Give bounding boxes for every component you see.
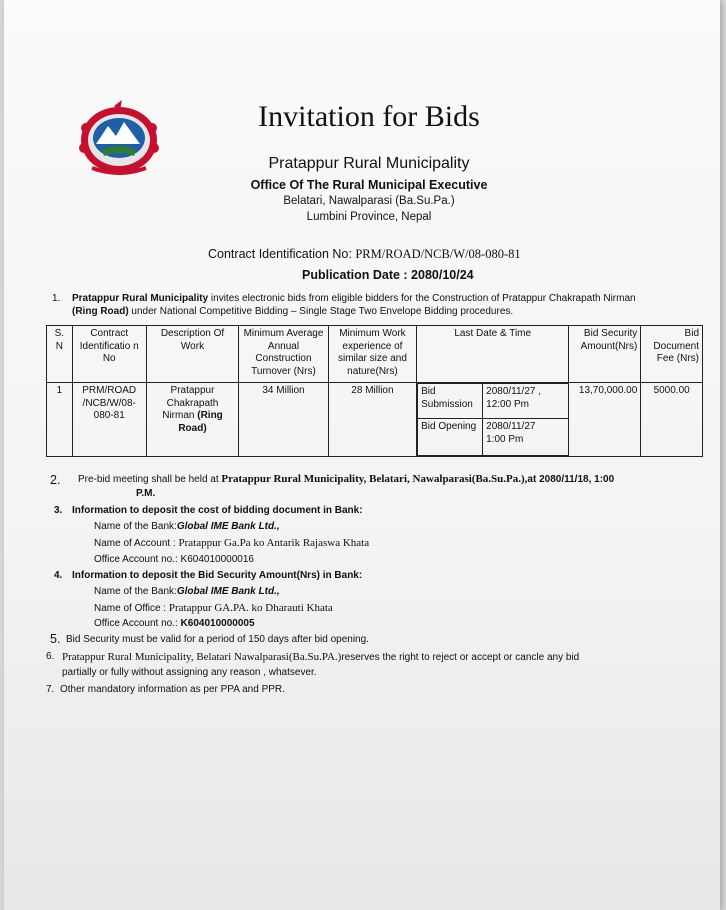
- account-value: K604010000005: [180, 618, 255, 629]
- description-text: Pratappur Chakrapath Nirman: [162, 385, 219, 421]
- submission-label: Bid Submission: [418, 384, 483, 419]
- contract-id: [208, 247, 521, 262]
- label: Office Account no.:: [94, 618, 181, 629]
- header-security: Bid Security Amount(Nrs): [569, 326, 641, 383]
- header-contract: Contract Identificatio n No: [72, 326, 146, 383]
- cell-description: [146, 383, 239, 457]
- header-turnover: Minimum Average Annual Construction Turnover (Nrs): [239, 326, 328, 383]
- header-fee: Bid Document Fee (Nrs): [641, 326, 703, 383]
- contract-label: Contract Identification No:: [208, 247, 352, 261]
- item-text: Information to deposit the Bid Security Amount(Nrs) in Bank:: [72, 570, 363, 581]
- nepal-emblem-icon: [74, 98, 164, 178]
- cell-turnover: 34 Million: [239, 383, 328, 457]
- table-header-row: [47, 326, 703, 383]
- bank-value: Global IME Bank Ltd.,: [176, 521, 280, 532]
- item-text: Other mandatory information as per PPA and PPR.: [60, 684, 285, 695]
- label: Name of the Bank:: [94, 586, 177, 597]
- submission-date: 2080/11/27 ,: [486, 386, 542, 397]
- submission-time: 12:00 Pm: [486, 398, 529, 410]
- item-number: 2.: [50, 473, 61, 487]
- bidder-name: Pratappur Rural Municipality: [72, 293, 209, 304]
- submission-datetime: [483, 384, 569, 419]
- item-number: 4.: [54, 570, 63, 581]
- item-text: [62, 651, 579, 663]
- bank-name-2: [94, 586, 280, 597]
- cell-experience: 28 Million: [328, 383, 416, 457]
- office-account-2: [94, 618, 255, 629]
- paragraph-text: under National Competitive Bidding – Single Stage Two Envelope Bidding procedures.: [128, 306, 514, 317]
- label: Name of Office :: [94, 603, 169, 614]
- label: Name of the Bank:: [94, 521, 177, 532]
- province: Lumbini Province, Nepal: [306, 211, 432, 223]
- header-description: Description Of Work: [146, 326, 239, 383]
- item-number: 6.: [46, 651, 55, 662]
- cell-contract: PRM/ROAD /NCB/W/08-080-81: [72, 383, 146, 457]
- opening-time: 1:00 Pm: [486, 433, 524, 445]
- item-6-cont: partially or fully without assigning any reason , whatsever.: [62, 667, 317, 678]
- bank-value: Global IME Bank Ltd.,: [176, 586, 280, 597]
- header-last-date: Last Date & Time: [417, 326, 569, 383]
- paragraph-text: invites electronic bids from eligible bidders for the Construction of Pratappur Chakrapath Nirman: [208, 293, 636, 304]
- opening-label: Bid Opening: [418, 419, 483, 456]
- cell-sn: 1: [47, 383, 73, 457]
- cell-fee: 5000.00: [641, 383, 703, 457]
- office-value: Pratappur GA.PA. ko Dharauti Khata: [168, 602, 333, 614]
- contract-number: PRM/ROAD/NCB/W/08-080-81: [355, 247, 521, 261]
- item-text-part: reserves the right to reject or accept or cancle any bid: [341, 652, 580, 663]
- item-2-pm: P.M.: [136, 488, 156, 499]
- document-page: [4, 0, 720, 910]
- opening-date: 2080/11/27: [486, 421, 536, 432]
- header-sn: S. N: [47, 326, 73, 383]
- address: Belatari, Nawalparasi (Ba.Su.Pa.): [283, 195, 455, 207]
- office-name-2: [94, 602, 333, 614]
- date-table: [417, 383, 568, 456]
- office-account-1: Office Account no.: K604010000016: [94, 554, 254, 565]
- item-text-serif: Pratappur Rural Municipality, Belatari Nawalparasi(Ba.Su.PA.): [62, 651, 342, 663]
- cell-last-date: [417, 383, 569, 457]
- bank-name-1: [94, 521, 280, 532]
- venue: Pratappur Rural Municipality, Belatari, Nawalparasi(Ba.Su.Pa.),: [221, 473, 528, 485]
- ring-road: (Ring Road): [72, 306, 129, 317]
- label: Name of Account :: [94, 538, 179, 549]
- paragraph-1: [52, 292, 652, 318]
- account-value: Pratappur Ga.Pa ko Antarik Rajaswa Khata: [178, 537, 370, 549]
- page-title: Invitation for Bids: [258, 100, 480, 133]
- bid-table: [46, 325, 703, 457]
- opening-datetime: [483, 419, 569, 456]
- item-text: [78, 473, 614, 485]
- item-number: 7.: [46, 684, 55, 695]
- office-name: Office Of The Rural Municipal Executive: [250, 178, 488, 192]
- table-row: [47, 383, 703, 457]
- item-number: 1.: [52, 293, 61, 304]
- publication-date: Publication Date : 2080/10/24: [302, 268, 474, 282]
- municipality-name: Pratappur Rural Municipality: [268, 155, 470, 172]
- meeting-time: at 2080/11/18, 1:00: [527, 474, 615, 485]
- item-text: Information to deposit the cost of bidding document in Bank:: [72, 505, 363, 516]
- item-number: 5.: [50, 632, 61, 646]
- account-name-1: [94, 537, 369, 549]
- cell-security: 13,70,000.00: [569, 383, 641, 457]
- header-experience: Minimum Work experience of similar size and nature(Nrs): [328, 326, 416, 383]
- item-number: 3.: [54, 505, 63, 516]
- item-text-part: Pre-bid meeting shall be held at: [78, 474, 222, 485]
- item-text: Bid Security must be valid for a period of 150 days after bid opening.: [66, 634, 369, 645]
- description-bold: (Ring Road): [178, 410, 223, 434]
